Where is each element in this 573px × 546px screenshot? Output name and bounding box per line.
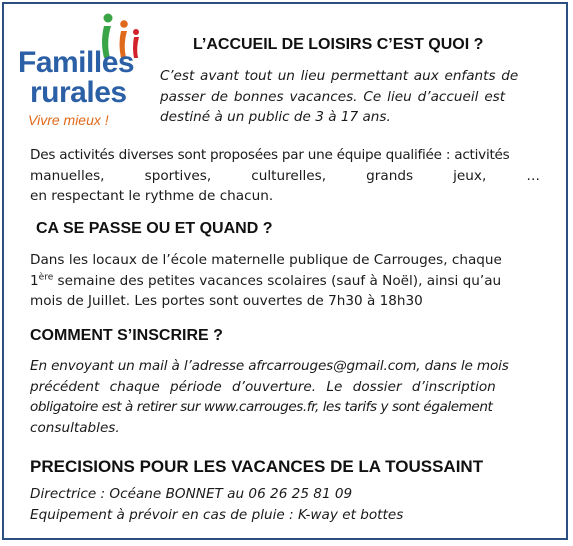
inscrire-line-3: obligatoire est à retirer sur www.carrouges.fr, les tarifs y sont également <box>30 399 493 415</box>
logo-text-familles: Familles <box>18 46 135 79</box>
inscrire-paragraph <box>30 356 547 438</box>
ordinal-suffix: ère <box>38 271 54 282</box>
inscrire-line-1: En envoyant un mail à l’adresse afrcarrouges@gmail.com, dans le mois <box>30 358 509 374</box>
quand-line-3: mois de Juillet. Les portes sont ouvertes de 7h30 à 18h30 <box>30 293 423 309</box>
activities-paragraph <box>30 145 540 207</box>
quand-line-1: Dans les locaux de l’école maternelle publique de Carrouges, chaque <box>30 252 502 268</box>
heading-quand: CA SE PASSE OU ET QUAND ? <box>36 220 273 237</box>
activity-word: jeux, <box>453 167 487 184</box>
heading-inscrire: COMMENT S’INSCRIRE ? <box>30 327 223 344</box>
logo-text-rurales: rurales <box>30 76 127 109</box>
quand-paragraph <box>30 250 550 312</box>
intro-line-3: destiné à un public de 3 à 17 ans. <box>160 109 391 125</box>
heading-accueil: L’ACCUEIL DE LOISIRS C’EST QUOI ? <box>193 36 484 53</box>
activities-line-1: Des activités diverses sont proposées par une équipe qualifiée : activités <box>30 147 510 163</box>
precisions-paragraph <box>30 484 530 525</box>
intro-line-1: C’est avant tout un lieu permettant aux enfants de <box>160 68 519 84</box>
ordinal-number: 1 <box>30 272 39 289</box>
inscrire-line-4: consultables. <box>30 419 120 436</box>
activity-word: grands <box>366 167 414 184</box>
activity-word: … <box>526 167 540 184</box>
heading-precisions: PRECISIONS POUR LES VACANCES DE LA TOUSSAINT <box>30 457 484 476</box>
precisions-line-2: Equipement à prévoir en cas de pluie : K-way et bottes <box>30 506 404 523</box>
inscrire-line-2: précédent chaque période d’ouverture. Le dossier d’inscription <box>30 378 496 395</box>
activities-line-3: en respectant le rythme de chacun. <box>30 188 274 204</box>
quand-line-2 <box>30 271 550 292</box>
intro-line-2: passer de bonnes vacances. Ce lieu d’accueil est <box>160 88 506 105</box>
precisions-line-1: Directrice : Océane BONNET au 06 26 25 81 09 <box>30 486 353 502</box>
activity-word: culturelles, <box>251 167 327 184</box>
activity-word: manuelles, <box>30 167 105 184</box>
intro-paragraph <box>160 66 540 128</box>
logo-tagline: Vivre mieux ! <box>28 112 109 128</box>
familles-rurales-logo <box>10 12 150 132</box>
activities-line-2 <box>30 166 540 187</box>
quand-line-2-text: semaine des petites vacances scolaires (sauf à Noël), ainsi qu’au <box>53 272 502 289</box>
activity-word: sportives, <box>144 167 212 184</box>
